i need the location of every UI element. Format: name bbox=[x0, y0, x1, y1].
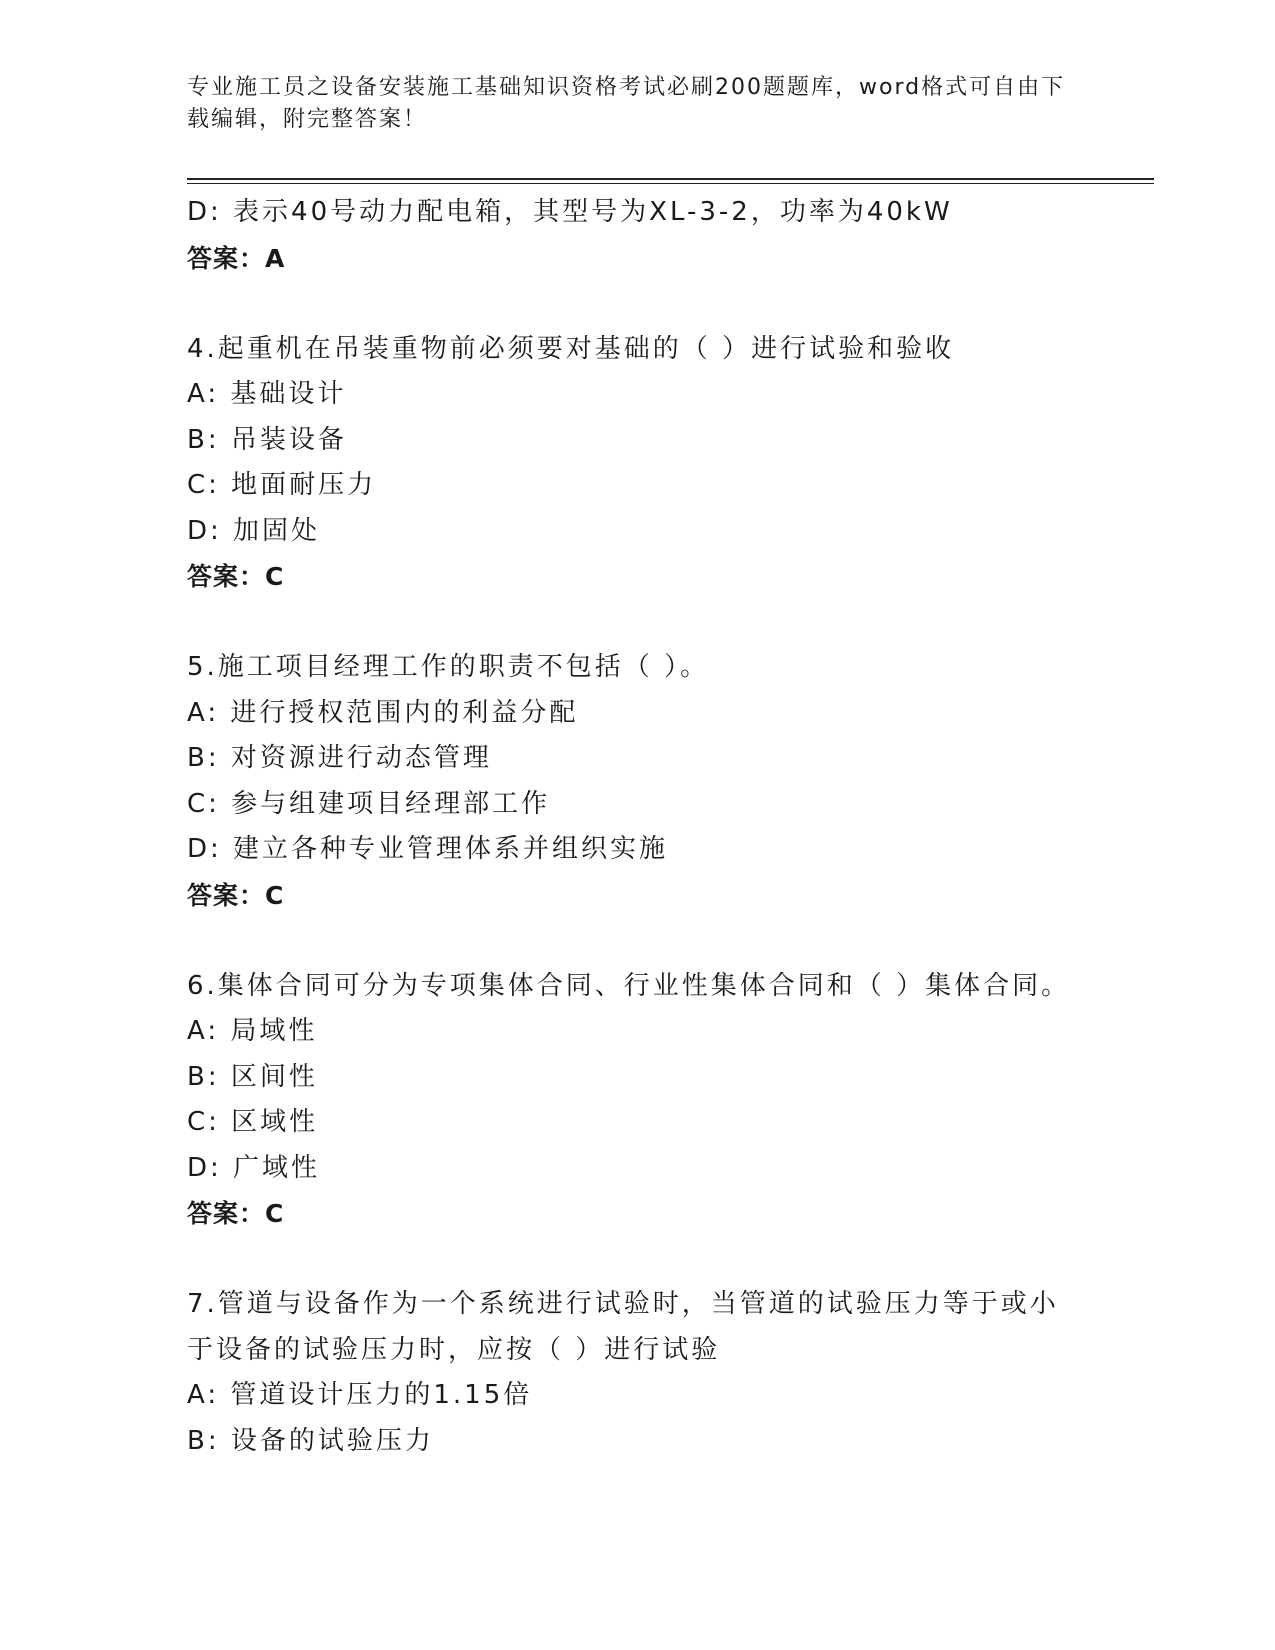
answer-line: 答案：C bbox=[187, 562, 285, 591]
question-list bbox=[187, 190, 1087, 1464]
question-4 bbox=[187, 327, 1087, 600]
option-b: B: 区间性 bbox=[187, 1061, 318, 1092]
question-5 bbox=[187, 645, 1087, 918]
option-a: A: 基础设计 bbox=[187, 379, 347, 409]
question-stem: 4.起重机在吊装重物前必须要对基础的（ ）进行试验和验收 bbox=[187, 333, 955, 364]
option-b: B: 设备的试验压力 bbox=[187, 1425, 434, 1456]
header-rule-thick bbox=[187, 178, 1154, 180]
answer-line: 答案：C bbox=[187, 1199, 285, 1228]
option-a: A: 管道设计压力的1.15倍 bbox=[187, 1380, 533, 1410]
answer-line: 答案：C bbox=[187, 880, 285, 910]
option-d: D: 表示40号动力配电箱，其型号为XL-3-2，功率为40kW bbox=[187, 197, 953, 227]
question-stem-line-2: 于设备的试验压力时，应按（ ）进行试验 bbox=[187, 1334, 721, 1365]
spacer bbox=[187, 1237, 1087, 1283]
spacer bbox=[187, 281, 1087, 327]
header-rule-thin bbox=[187, 183, 1154, 184]
question-7 bbox=[187, 1282, 1087, 1464]
option-b: B: 吊装设备 bbox=[187, 424, 347, 455]
spacer bbox=[187, 600, 1087, 646]
question-6 bbox=[187, 964, 1087, 1237]
option-c: C: 参与组建项目经理部工作 bbox=[187, 788, 551, 819]
option-d: D: 建立各种专业管理体系并组织实施 bbox=[187, 834, 669, 864]
answer-line: 答案：A bbox=[187, 243, 286, 273]
option-d: D: 加固处 bbox=[187, 515, 321, 546]
option-c: C: 区域性 bbox=[187, 1107, 319, 1137]
document-header: 专业施工员之设备安装施工基础知识资格考试必刷200题题库，word格式可自由下载编辑，附完整答案！ bbox=[187, 75, 1066, 132]
question-stem: 5.施工项目经理工作的职责不包括（ ）。 bbox=[187, 652, 710, 682]
question-stem: 6.集体合同可分为专项集体合同、行业性集体合同和（ ）集体合同。 bbox=[187, 970, 1071, 1001]
option-a: A: 进行授权范围内的利益分配 bbox=[187, 697, 579, 728]
question-stem-line-1: 7.管道与设备作为一个系统进行试验时，当管道的试验压力等于或小 bbox=[187, 1289, 1059, 1319]
spacer bbox=[187, 918, 1087, 964]
option-c: C: 地面耐压力 bbox=[187, 470, 377, 500]
option-b: B: 对资源进行动态管理 bbox=[187, 743, 492, 773]
option-a: A: 局域性 bbox=[187, 1016, 318, 1046]
option-d: D: 广域性 bbox=[187, 1152, 321, 1183]
